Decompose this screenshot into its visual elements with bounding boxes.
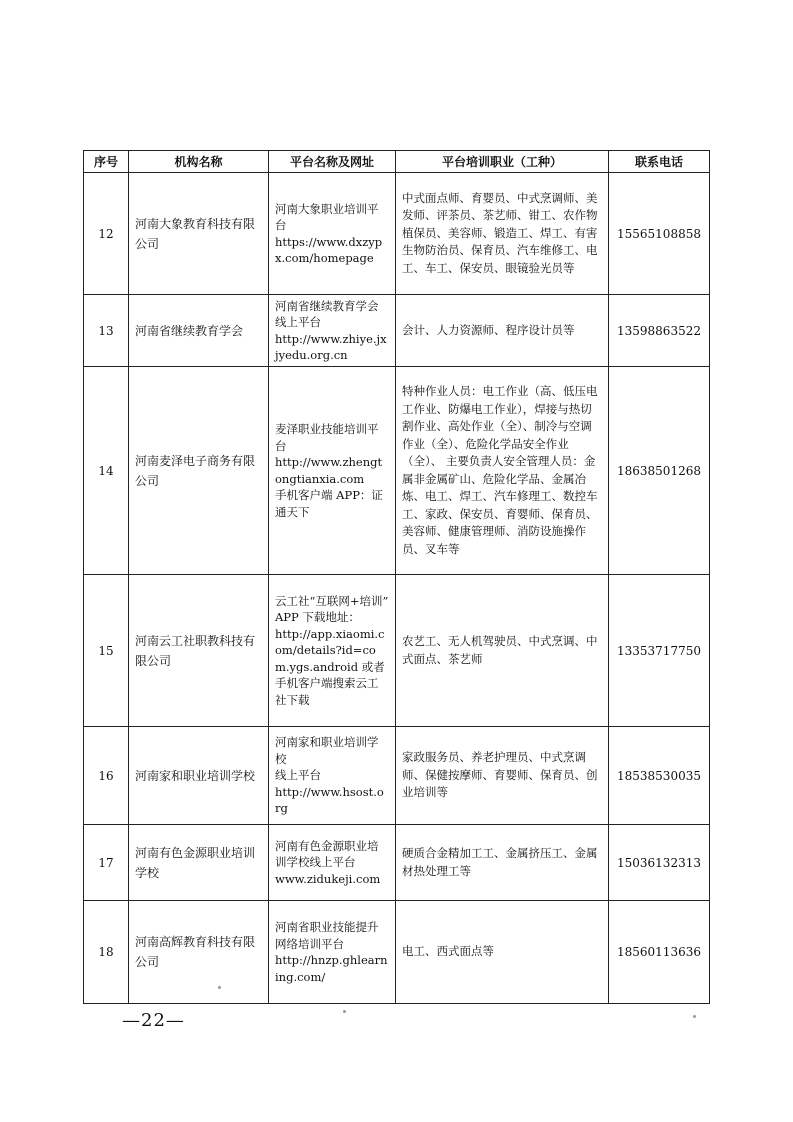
- table-row: [84, 727, 710, 825]
- row-index: 16: [84, 727, 129, 825]
- header-phone: 联系电话: [609, 151, 710, 173]
- occupations: 电工、西式面点等: [396, 901, 609, 1004]
- org-name: 河南云工社职教科技有限公司: [129, 575, 269, 727]
- platform-cell: [269, 727, 396, 825]
- row-index: 18: [84, 901, 129, 1004]
- platform-url: http://www.zhengtongtianxia.com: [275, 455, 383, 486]
- table-row: [84, 367, 710, 575]
- org-name: 河南家和职业培训学校: [129, 727, 269, 825]
- occupations: 家政服务员、养老护理员、中式烹调师、保健按摩师、育婴师、保育员、创业培训等: [396, 727, 609, 825]
- phone-number: 13598863522: [609, 295, 710, 367]
- org-name: 河南有色金源职业培训学校: [129, 825, 269, 901]
- phone-number: 18560113636: [609, 901, 710, 1004]
- row-index: 17: [84, 825, 129, 901]
- occupations: 农艺工、无人机驾驶员、中式烹调、中式面点、茶艺师: [396, 575, 609, 727]
- platform-cell: [269, 367, 396, 575]
- platform-download-label: APP 下载地址：: [275, 610, 360, 625]
- phone-number: 18638501268: [609, 367, 710, 575]
- training-platform-table: [83, 150, 710, 1004]
- platform-url: http://www.hsost.org: [275, 784, 384, 816]
- platform-name: 河南省继续教育学会线上平台: [275, 298, 379, 329]
- scan-speck: [343, 1010, 346, 1013]
- occupations: 中式面点师、育婴员、中式烹调师、美发师、评茶员、茶艺师、钳工、农作物植保员、美容师、锻造工、焊工、有害生物防治员、保育员、汽车维修工、电工、车工、保安员、眼镜验光员等: [396, 173, 609, 295]
- platform-name: 麦泽职业技能培训平台: [275, 422, 379, 453]
- platform-name: 云工社“互联网+培训”: [275, 593, 389, 608]
- platform-name: 河南家和职业培训学校: [275, 735, 379, 766]
- platform-cell: [269, 825, 396, 901]
- header-occupations: 平台培训职业（工种）: [396, 151, 609, 173]
- table-row: [84, 901, 710, 1004]
- row-index: 12: [84, 173, 129, 295]
- phone-number: 18538530035: [609, 727, 710, 825]
- platform-app: 手机客户端 APP：证通天下: [275, 488, 383, 519]
- org-name: 河南麦泽电子商务有限公司: [129, 367, 269, 575]
- row-index: 14: [84, 367, 129, 575]
- scan-speck: [218, 986, 221, 989]
- platform-url: www.zidukeji.com: [275, 871, 381, 886]
- platform-cell: [269, 901, 396, 1004]
- platform-name: 河南大象职业培训平台: [275, 201, 379, 232]
- header-platform: 平台名称及网址: [269, 151, 396, 173]
- occupations: 会计、人力资源师、程序设计员等: [396, 295, 609, 367]
- header-org-name: 机构名称: [129, 151, 269, 173]
- phone-number: 15036132313: [609, 825, 710, 901]
- occupations: 硬质合金精加工工、金属挤压工、金属材热处理工等: [396, 825, 609, 901]
- header-index: 序号: [84, 151, 129, 173]
- row-index: 13: [84, 295, 129, 367]
- platform-cell: [269, 295, 396, 367]
- phone-number: 15565108858: [609, 173, 710, 295]
- table-row: [84, 825, 710, 901]
- platform-subtitle: 线上平台: [275, 768, 321, 783]
- scan-speck: [693, 1015, 696, 1018]
- platform-url: http://hnzp.ghlearning.com/: [275, 953, 388, 984]
- platform-name: 河南省职业技能提升网络培训平台: [275, 920, 379, 951]
- org-name: 河南省继续教育学会: [129, 295, 269, 367]
- org-name: 河南大象教育科技有限公司: [129, 173, 269, 295]
- platform-cell: [269, 173, 396, 295]
- platform-url: http://app.xiaomi.com/details?id=com.ygs.android 或者手机客户端搜索云工社下载: [275, 626, 385, 707]
- table-row: [84, 575, 710, 727]
- table-header-row: [84, 151, 710, 173]
- table-row: [84, 295, 710, 367]
- platform-name: 河南有色金源职业培训学校线上平台: [275, 838, 379, 870]
- platform-url: https://www.dxzypx.com/homepage: [275, 234, 383, 265]
- table-row: [84, 173, 710, 295]
- occupations: 特种作业人员：电工作业（高、低压电工作业、防爆电工作业），焊接与热切割作业、高处作业（全）、制冷与空调作业（全）、危险化学品安全作业（全）、 主要负责人安全管理人员：金属非金属矿山、危险化学品、金属冶炼、电工、焊工、汽车修理工、数控车工、家政、保安员、育婴师、保育员、美容师、健康管理师、消防设施操作员、叉车等: [396, 367, 609, 575]
- phone-number: 13353717750: [609, 575, 710, 727]
- platform-url: http://www.zhiye.jxjyedu.org.cn: [275, 331, 387, 362]
- row-index: 15: [84, 575, 129, 727]
- org-name: 河南高辉教育科技有限公司: [129, 901, 269, 1004]
- page-number: —22—: [122, 1010, 185, 1031]
- platform-cell: [269, 575, 396, 727]
